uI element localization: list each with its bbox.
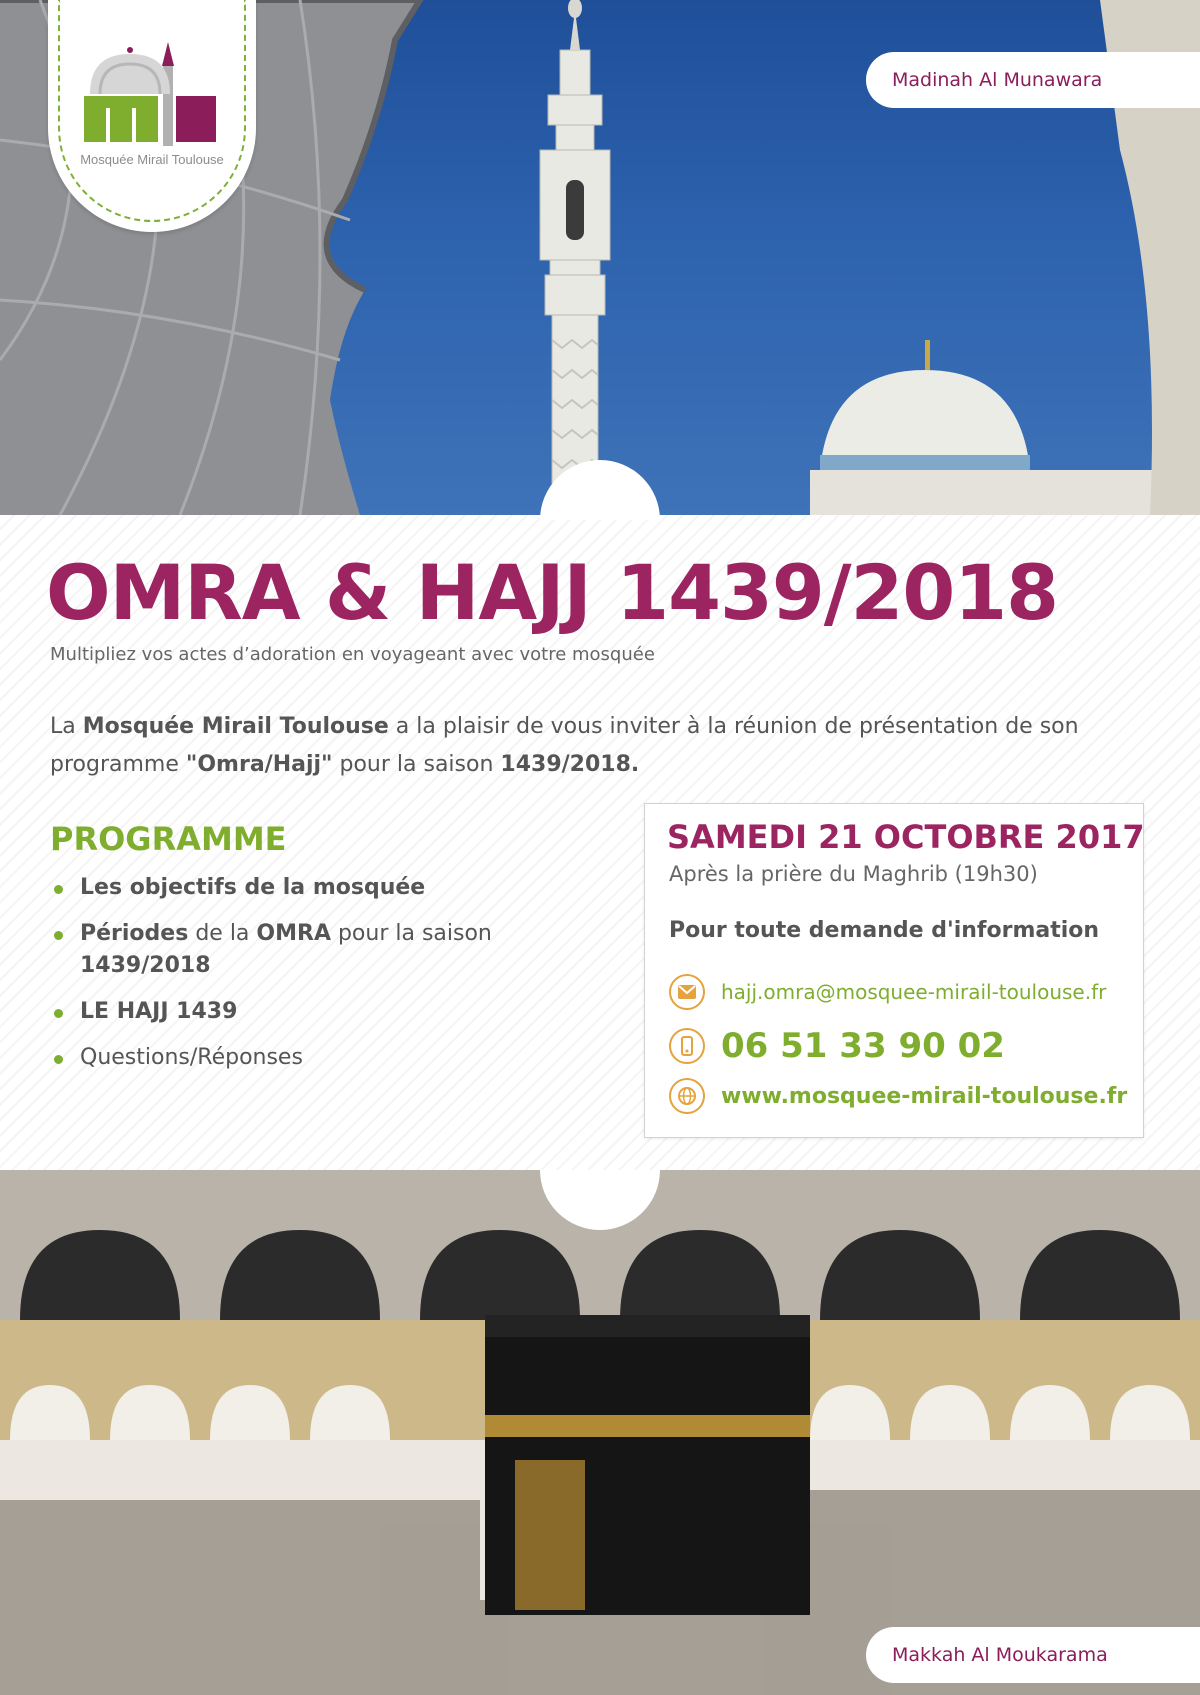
location-label-top: Madinah Al Munawara [866,52,1200,108]
envelope-icon [669,974,705,1010]
programme-item-2-season: 1439/2018 [80,953,211,978]
location-label-bottom: Makkah Al Moukarama [866,1627,1200,1683]
list-item [50,918,610,982]
list-item [50,872,610,904]
email-row [669,972,1106,1012]
logo-caption: Mosquée Mirail Toulouse [80,152,224,167]
mosque-dome-icon [80,34,224,152]
intro-text-1: La [50,714,83,739]
page-title: OMRA & HAJJ 1439/2018 [46,548,1059,637]
event-time: Après la prière du Maghrib (19h30) [669,862,1038,886]
programme-list [50,872,610,1088]
programme-item-4: Questions/Réponses [80,1045,303,1070]
programme-item-2-mid: de la [188,921,257,946]
makkah-photo [0,1170,1200,1695]
intro-text-3: pour la saison [332,752,501,777]
phone-number[interactable]: 06 51 33 90 02 [721,1026,1005,1066]
contact-heading: Pour toute demande d'information [669,918,1100,943]
programme-item-3: LE HAJJ 1439 [80,999,238,1024]
programme-heading: PROGRAMME [50,820,287,858]
intro-mosque-name: Mosquée Mirail Toulouse [82,714,389,739]
list-item [50,1042,610,1074]
website-row [669,1076,1127,1116]
page-subtitle: Multipliez vos actes d’adoration en voyageant avec votre mosquée [50,644,655,665]
list-item [50,996,610,1028]
mosque-logo [48,0,256,232]
intro-program-name: "Omra/Hajj" [185,752,333,777]
intro-season: 1439/2018. [500,752,640,777]
makkah-illustration [0,1170,1200,1695]
globe-icon [669,1078,705,1114]
event-date: SAMEDI 21 OCTOBRE 2017 [667,818,1145,856]
email-link[interactable]: hajj.omra@mosquee-mirail-toulouse.fr [721,980,1107,1004]
intro-text-2: a la plaisir de vous inviter à la réunion de présentation de son programme [50,714,1079,777]
intro-paragraph [50,708,1150,784]
programme-item-1: Les objectifs de la mosquée [80,875,426,900]
programme-item-2-omra: OMRA [256,921,331,946]
website-link[interactable]: www.mosquee-mirail-toulouse.fr [721,1083,1128,1109]
programme-item-2-periodes: Périodes [80,921,189,946]
smartphone-icon [669,1028,705,1064]
programme-item-2-rest: pour la saison [330,921,492,946]
event-info-box [644,803,1144,1138]
phone-row [669,1026,1005,1066]
